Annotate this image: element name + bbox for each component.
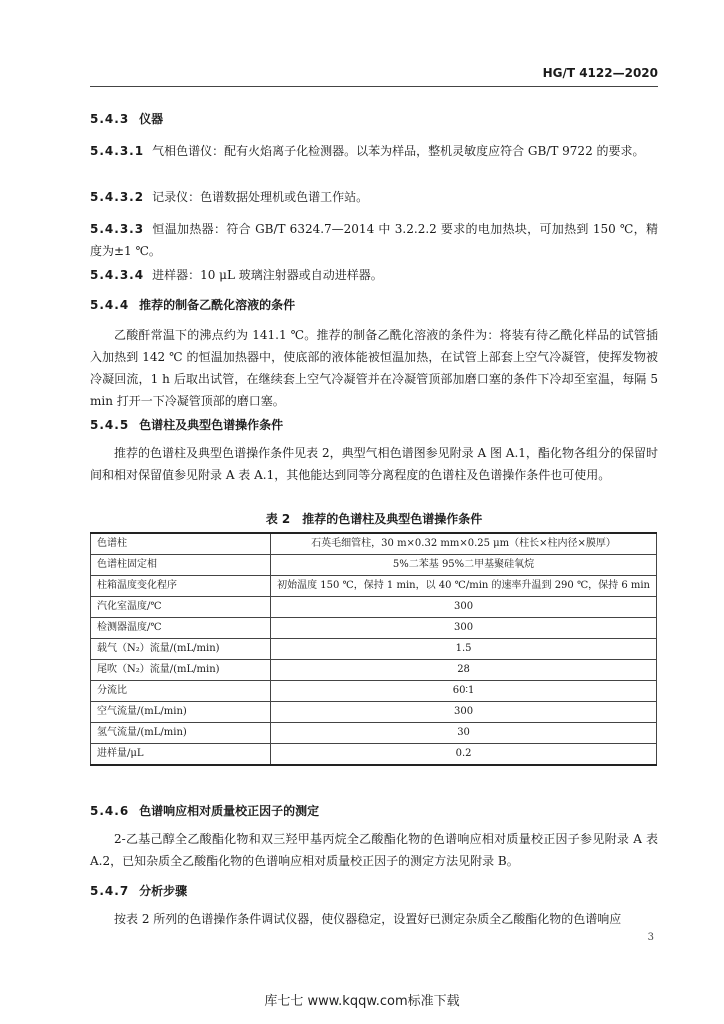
- row-label: 色谱柱: [91, 533, 271, 555]
- row-value: 初始温度 150 ℃，保持 1 min，以 40 ℃/min 的速率升温到 290 ℃，保持 6 min: [271, 576, 657, 597]
- parameters-table: [90, 532, 657, 766]
- section-title: 色谱柱及典型色谱操作条件: [139, 418, 284, 432]
- footer-watermark: 库七七 www.kqqw.com标准下载: [264, 994, 460, 1009]
- row-value: 300: [271, 702, 657, 723]
- row-label: 氢气流量/(mL/min): [91, 723, 271, 744]
- section-title: 分析步骤: [139, 884, 188, 898]
- row-label: 检测器温度/℃: [91, 618, 271, 639]
- section-heading-5-4-5: [90, 414, 658, 436]
- row-value: 5%二苯基 95%二甲基聚硅氧烷: [271, 555, 657, 576]
- row-value: 60∶1: [271, 681, 657, 702]
- paragraph-5-4-7: 按表 2 所列的色谱操作条件调试仪器，使仪器稳定，设置好已测定杂质全乙酸酯化物的色谱响应: [114, 912, 622, 926]
- standard-code: HG/T 4122—2020: [542, 66, 658, 80]
- paragraph-5-4-6: 2-乙基己醇全乙酸酯化物和双三羟甲基丙烷全乙酸酯化物的色谱响应相对质量校正因子参见附录 A 表 A.2，已知杂质全乙酸酯化物的色谱响应相对质量校正因子的测定方法见附录 B。: [90, 832, 658, 868]
- row-label: 汽化室温度/℃: [91, 597, 271, 618]
- row-label: 分流比: [91, 681, 271, 702]
- clause-text: 进样器：10 μL 玻璃注射器或自动进样器。: [152, 268, 383, 282]
- clause-text: 记录仪：色谱数据处理机或色谱工作站。: [152, 190, 369, 204]
- clause-5-4-3-1: [90, 140, 658, 162]
- table-row: [91, 618, 657, 639]
- clause-number: 5.4.3.2: [90, 190, 145, 204]
- paragraph-5-4-4: 乙酸酐常温下的沸点约为 141.1 ℃。推荐的制备乙酰化溶液的条件为：将装有待乙酰化样品的试管插入加热到 142 ℃ 的恒温加热器中，使底部的液体能被恒温加热，在试管上部套上空气冷凝管，使挥发物被冷凝回流，1 h 后取出试管，在继续套上空气冷凝管并在冷凝管顶部加磨口塞的条件下冷却至室温，每隔 5 min 打开一下冷凝管顶部的磨口塞。: [90, 328, 658, 408]
- section-number: 5.4.7: [90, 884, 130, 898]
- row-label: 空气流量/(mL/min): [91, 702, 271, 723]
- table-row: [91, 702, 657, 723]
- row-value: 28: [271, 660, 657, 681]
- clause-5-4-3-2: [90, 186, 658, 208]
- section-number: 5.4.3: [90, 112, 130, 126]
- table-row: [91, 660, 657, 681]
- clause-number: 5.4.3.3: [90, 222, 145, 236]
- paragraph-5-4-5: 推荐的色谱柱及典型色谱操作条件见表 2，典型气相色谱图参见附录 A 图 A.1，酯化物各组分的保留时间和相对保留值参见附录 A 表 A.1，其他能达到同等分离程度的色谱柱及色谱操作条件也可使用。: [90, 446, 658, 482]
- row-label: 进样量/μL: [91, 744, 271, 766]
- table-row: [91, 681, 657, 702]
- section-number: 5.4.4: [90, 298, 130, 312]
- table-row: [91, 576, 657, 597]
- section-title: 仪器: [139, 112, 164, 126]
- table-caption: 表 2 推荐的色谱柱及典型色谱操作条件: [265, 512, 483, 526]
- row-value: 300: [271, 618, 657, 639]
- row-label: 柱箱温度变化程序: [91, 576, 271, 597]
- row-label: 尾吹（N₂）流量/(mL/min): [91, 660, 271, 681]
- header-rule: [90, 86, 658, 87]
- row-label: 色谱柱固定相: [91, 555, 271, 576]
- clause-5-4-3-4: [90, 264, 658, 286]
- section-title: 推荐的制备乙酰化溶液的条件: [139, 298, 296, 312]
- clause-number: 5.4.3.4: [90, 268, 145, 282]
- section-heading-5-4-3: [90, 108, 658, 130]
- row-value: 0.2: [271, 744, 657, 766]
- row-value: 30: [271, 723, 657, 744]
- row-value: 300: [271, 597, 657, 618]
- section-title: 色谱响应相对质量校正因子的测定: [139, 804, 320, 818]
- table-row: [91, 533, 657, 555]
- table-row: [91, 555, 657, 576]
- row-value: 石英毛细管柱，30 m×0.32 mm×0.25 μm（柱长×柱内径×膜厚）: [271, 533, 657, 555]
- table-row: [91, 639, 657, 660]
- table-row: [91, 744, 657, 766]
- clause-number: 5.4.3.1: [90, 144, 145, 158]
- section-heading-5-4-7: [90, 880, 658, 902]
- clause-5-4-3-3: [90, 218, 658, 262]
- page-number: 3: [647, 932, 654, 943]
- table-row: [91, 723, 657, 744]
- section-heading-5-4-4: [90, 294, 658, 316]
- row-label: 载气（N₂）流量/(mL/min): [91, 639, 271, 660]
- row-value: 1.5: [271, 639, 657, 660]
- clause-text: 气相色谱仪：配有火焰离子化检测器。以苯为样品，整机灵敏度应符合 GB/T 9722 的要求。: [152, 144, 645, 158]
- section-number: 5.4.6: [90, 804, 130, 818]
- table-row: [91, 597, 657, 618]
- section-number: 5.4.5: [90, 418, 130, 432]
- clause-text: 恒温加热器：符合 GB/T 6324.7—2014 中 3.2.2.2 要求的电加热块，可加热到 150 ℃，精度为±1 ℃。: [90, 222, 658, 258]
- section-heading-5-4-6: [90, 800, 658, 822]
